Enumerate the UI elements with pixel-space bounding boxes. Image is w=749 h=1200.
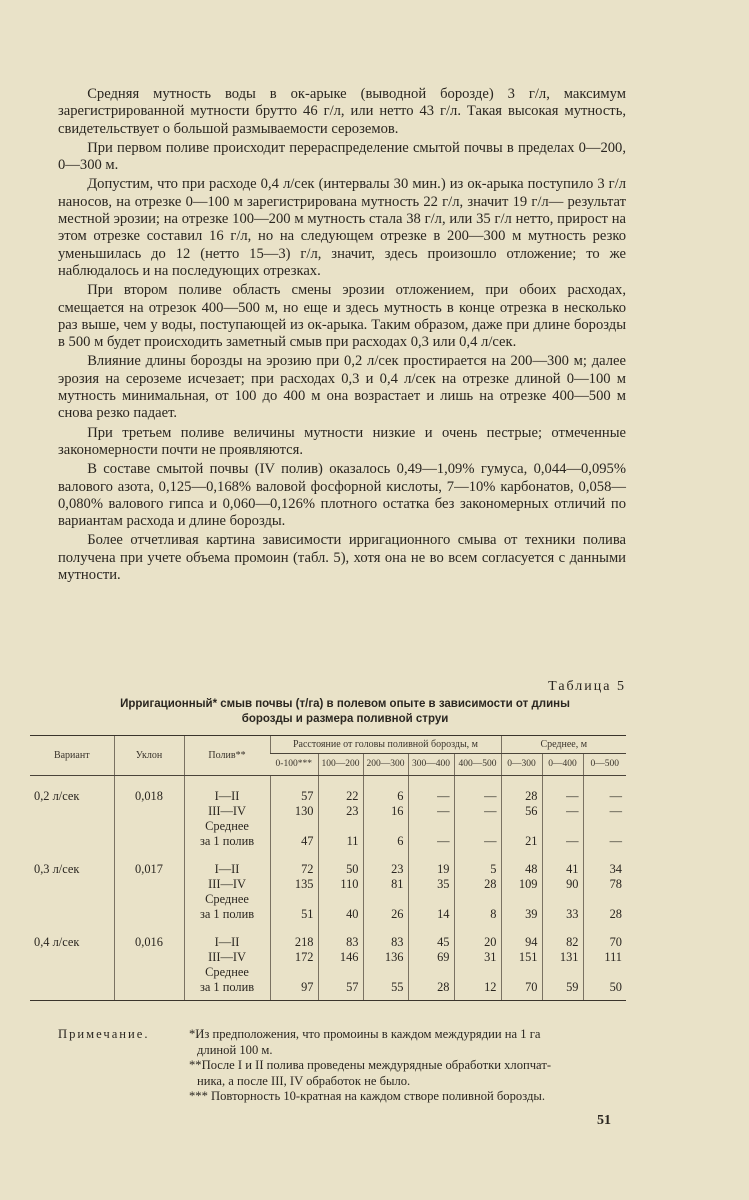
value-cell: 23 — [363, 849, 408, 877]
table-row — [30, 892, 626, 907]
value-cell: 70 — [583, 922, 626, 950]
value-cell: 5 — [454, 849, 501, 877]
paragraph: Влияние длины борозды на эрозию при 0,2 л/сек простирается на 200—300 м; далее эрозия на сероземе исчезает; при расходах 0,3 и 0,4 л/сек на отрезке длиной 0—100 м мутность минимальная, от 100 до 400 м она возрастает и лишь на отрезке 400—500 м снова резко падает. — [58, 353, 626, 422]
value-cell: 40 — [318, 907, 363, 922]
value-cell: 26 — [363, 907, 408, 922]
value-cell: 131 — [542, 950, 583, 965]
value-cell: 81 — [363, 877, 408, 892]
value-cell — [363, 965, 408, 980]
slope-cell — [114, 877, 184, 892]
table-row — [30, 980, 626, 1001]
table-row — [30, 950, 626, 965]
slope-cell — [114, 892, 184, 907]
irrigation-cell: I—II — [184, 776, 270, 805]
value-cell: 50 — [318, 849, 363, 877]
table-title — [40, 697, 650, 727]
value-cell: 34 — [583, 849, 626, 877]
value-cell — [583, 965, 626, 980]
value-cell: 39 — [501, 907, 542, 922]
subheader-cell: 400—500 — [454, 754, 501, 776]
value-cell: 55 — [363, 980, 408, 1001]
slope-cell: 0,017 — [114, 849, 184, 877]
paragraph: При втором поливе область смены эрозии отложением, при обоих расходах, смещается на отрезок 400—500 м, но еще и здесь мутность в конце отрезка в несколько раз выше, чем у воды, поступающей из ок-арыка. Таким образом, даже при длине борозды в 500 м будет происходить заметный смыв при расходах 0,3 или 0,4 л/сек. — [58, 282, 626, 351]
value-cell: 78 — [583, 877, 626, 892]
variant-cell — [30, 980, 114, 1001]
subheader-cell: 0-100*** — [270, 754, 318, 776]
header-variant: Вариант — [30, 736, 114, 776]
value-cell — [501, 965, 542, 980]
irrigation-cell: III—IV — [184, 804, 270, 819]
subheader-cell: 0—500 — [583, 754, 626, 776]
irrigation-cell: III—IV — [184, 877, 270, 892]
subheader-cell: 200—300 — [363, 754, 408, 776]
value-cell — [501, 892, 542, 907]
header-irrigation: Полив** — [184, 736, 270, 776]
variant-cell — [30, 877, 114, 892]
value-cell: 23 — [318, 804, 363, 819]
value-cell: 50 — [583, 980, 626, 1001]
variant-cell — [30, 819, 114, 834]
slope-cell — [114, 965, 184, 980]
value-cell: 51 — [270, 907, 318, 922]
variant-cell — [30, 892, 114, 907]
value-cell — [408, 819, 454, 834]
slope-cell — [114, 804, 184, 819]
table-title-line: борозды и размера поливной струи — [241, 713, 449, 725]
value-cell: 41 — [542, 849, 583, 877]
value-cell: — — [408, 834, 454, 849]
table-title-line: Ирригационный* смыв почвы (т/га) в полевом опыте в зависимости от длины — [120, 698, 570, 710]
value-cell: 31 — [454, 950, 501, 965]
value-cell — [454, 965, 501, 980]
table-row — [30, 834, 626, 849]
page-number: 51 — [597, 1113, 611, 1128]
value-cell: — — [542, 776, 583, 805]
paragraph: При третьем поливе величины мутности низкие и очень пестрые; отмеченные закономерности почти не проявляются. — [58, 424, 626, 458]
variant-cell: 0,3 л/сек — [34, 862, 80, 876]
body-text — [58, 86, 626, 586]
value-cell — [583, 892, 626, 907]
value-cell: — — [583, 804, 626, 819]
value-cell: 69 — [408, 950, 454, 965]
value-cell — [318, 819, 363, 834]
variant-cell: 0,4 л/сек — [34, 935, 80, 949]
value-cell: 28 — [501, 776, 542, 805]
notes-label: Примечание. — [58, 1027, 150, 1041]
note-line: *** Повторность 10-кратная на каждом створе поливной борозды. — [189, 1089, 545, 1103]
table-row — [30, 965, 626, 980]
value-cell — [583, 819, 626, 834]
value-cell — [501, 819, 542, 834]
value-cell: 28 — [583, 907, 626, 922]
value-cell: 57 — [270, 776, 318, 805]
value-cell: 135 — [270, 877, 318, 892]
note-line: длиной 100 м. — [197, 1042, 273, 1057]
value-cell: 19 — [408, 849, 454, 877]
value-cell: — — [542, 834, 583, 849]
value-cell: 109 — [501, 877, 542, 892]
value-cell: — — [542, 804, 583, 819]
table-row — [30, 804, 626, 819]
variant-cell — [30, 834, 114, 849]
header-distance: Расстояние от головы поливной борозды, м — [270, 736, 501, 754]
slope-cell — [114, 907, 184, 922]
value-cell: 136 — [363, 950, 408, 965]
value-cell — [454, 819, 501, 834]
value-cell: — — [408, 804, 454, 819]
paragraph: Более отчетливая картина зависимости ирригационного смыва от техники полива получена при учете объема промоин (табл. 5), хотя она не во всем согласуется с данными мутности. — [58, 532, 626, 584]
table-row — [30, 907, 626, 922]
value-cell: 47 — [270, 834, 318, 849]
table-row — [30, 922, 626, 950]
irrigation-cell: за 1 полив — [184, 834, 270, 849]
value-cell: 28 — [408, 980, 454, 1001]
subheader-cell: 100—200 — [318, 754, 363, 776]
value-cell: 82 — [542, 922, 583, 950]
header-slope: Уклон — [114, 736, 184, 776]
value-cell — [270, 892, 318, 907]
variant-cell: 0,2 л/сек — [34, 789, 80, 803]
table-row — [30, 849, 626, 877]
irrigation-cell: Среднее — [184, 819, 270, 834]
slope-cell — [114, 950, 184, 965]
slope-cell — [114, 819, 184, 834]
value-cell: 28 — [454, 877, 501, 892]
header-mean: Среднее, м — [501, 736, 626, 754]
slope-cell: 0,016 — [114, 922, 184, 950]
data-table — [30, 735, 626, 1001]
irrigation-cell: за 1 полив — [184, 980, 270, 1001]
irrigation-cell: за 1 полив — [184, 907, 270, 922]
value-cell: 16 — [363, 804, 408, 819]
value-cell: 111 — [583, 950, 626, 965]
subheader-cell: 0—400 — [542, 754, 583, 776]
value-cell: 22 — [318, 776, 363, 805]
subheader-cell: 300—400 — [408, 754, 454, 776]
value-cell: 11 — [318, 834, 363, 849]
value-cell: 33 — [542, 907, 583, 922]
value-cell: 14 — [408, 907, 454, 922]
value-cell — [363, 819, 408, 834]
value-cell: 130 — [270, 804, 318, 819]
value-cell: 72 — [270, 849, 318, 877]
slope-cell — [114, 834, 184, 849]
slope-cell — [114, 980, 184, 1001]
value-cell: — — [583, 776, 626, 805]
value-cell: — — [454, 834, 501, 849]
value-cell: 20 — [454, 922, 501, 950]
value-cell: 56 — [501, 804, 542, 819]
value-cell — [454, 892, 501, 907]
value-cell — [270, 965, 318, 980]
table-row — [30, 877, 626, 892]
value-cell: 218 — [270, 922, 318, 950]
value-cell: 90 — [542, 877, 583, 892]
note-line: *Из предположения, что промоины в каждом междурядии на 1 га — [189, 1027, 541, 1041]
paragraph: В составе смытой почвы (IV полив) оказалось 0,49—1,09% гумуса, 0,044—0,095% валового азота, 0,125—0,168% валовой фосфорной кислоты, 7—10% карбонатов, 0,058—0,080% валового гипса и 0,060—0,126% плотного остатка без закономерных отличий по вариантам расхода и длине борозды. — [58, 461, 626, 530]
irrigation-cell: Среднее — [184, 892, 270, 907]
variant-cell — [30, 950, 114, 965]
value-cell: 48 — [501, 849, 542, 877]
value-cell: 83 — [363, 922, 408, 950]
value-cell: — — [454, 804, 501, 819]
value-cell: — — [583, 834, 626, 849]
table-row — [30, 819, 626, 834]
value-cell — [542, 965, 583, 980]
table-notes — [58, 1027, 638, 1105]
paragraph: Средняя мутность воды в ок-арыке (выводной борозде) 3 г/л, максимум зарегистрированной мутности брутто 46 г/л, или нетто 43 г/л. Такая высокая мутность, свидетельствует о большой размываемости сероземов. — [58, 86, 626, 137]
value-cell — [542, 892, 583, 907]
value-cell: 35 — [408, 877, 454, 892]
slope-cell: 0,018 — [114, 776, 184, 805]
value-cell: 97 — [270, 980, 318, 1001]
value-cell — [408, 965, 454, 980]
value-cell: 94 — [501, 922, 542, 950]
variant-cell — [30, 804, 114, 819]
irrigation-cell: I—II — [184, 849, 270, 877]
note-line: ника, а после III, IV обработок не было. — [197, 1073, 411, 1088]
irrigation-cell: III—IV — [184, 950, 270, 965]
value-cell: — — [454, 776, 501, 805]
value-cell: 57 — [318, 980, 363, 1001]
value-cell: 6 — [363, 776, 408, 805]
value-cell — [270, 819, 318, 834]
value-cell — [318, 892, 363, 907]
irrigation-cell: I—II — [184, 922, 270, 950]
value-cell — [318, 965, 363, 980]
paragraph: При первом поливе происходит перераспределение смытой почвы в пределах 0—200, 0—300 м. — [58, 139, 626, 174]
subheader-cell: 0—300 — [501, 754, 542, 776]
irrigation-cell: Среднее — [184, 965, 270, 980]
value-cell: 21 — [501, 834, 542, 849]
note-line: **После I и II полива проведены междурядные обработки хлопчат- — [189, 1058, 552, 1072]
value-cell: 6 — [363, 834, 408, 849]
value-cell: 45 — [408, 922, 454, 950]
table-label: Таблица 5 — [548, 679, 626, 694]
value-cell: 110 — [318, 877, 363, 892]
value-cell: 83 — [318, 922, 363, 950]
value-cell: 12 — [454, 980, 501, 1001]
value-cell: 151 — [501, 950, 542, 965]
value-cell: 70 — [501, 980, 542, 1001]
value-cell: 59 — [542, 980, 583, 1001]
value-cell — [542, 819, 583, 834]
value-cell: — — [408, 776, 454, 805]
value-cell — [408, 892, 454, 907]
variant-cell — [30, 907, 114, 922]
value-cell: 8 — [454, 907, 501, 922]
paragraph: Допустим, что при расходе 0,4 л/сек (интервалы 30 мин.) из ок-арыка поступило 3 г/л наносов, на отрезке 0—100 м зарегистрирована мутность 22 г/л, значит 19 г/л— результат местной эрозии; на отрезке 100—200 м мутность стала 38 г/л, или 35 г/л нетто, прирост на этом отрезке составил 16 г/л, но на следующем отрезке в 200—300 м мутность резко уменьшилась до 12 (нетто 15—3) г/л, значит, здесь произошло отложение; то же наблюдалось и на последующих отрезках. — [58, 176, 626, 279]
variant-cell — [30, 965, 114, 980]
value-cell: 172 — [270, 950, 318, 965]
value-cell — [363, 892, 408, 907]
table-row — [30, 776, 626, 805]
value-cell: 146 — [318, 950, 363, 965]
